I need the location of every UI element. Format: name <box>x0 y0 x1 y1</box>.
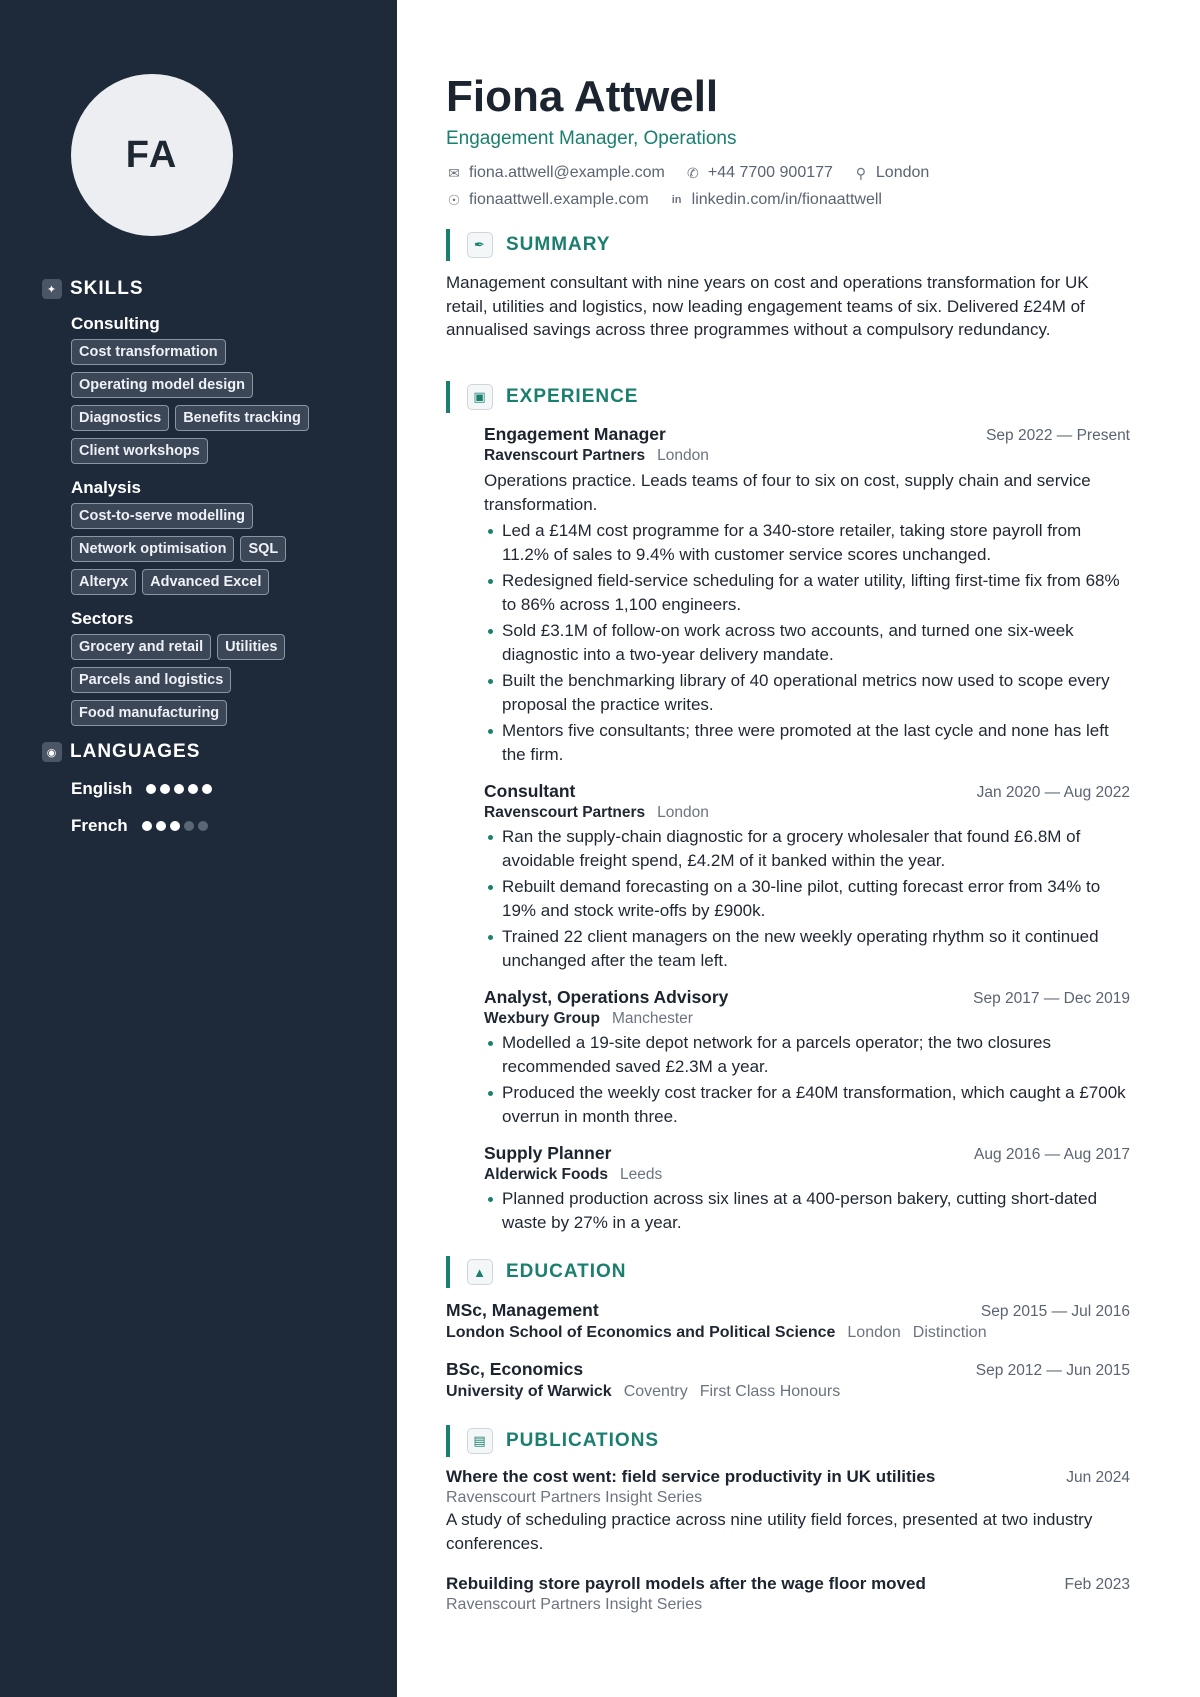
skill-group-consulting <box>42 313 372 471</box>
school: University of Warwick <box>446 1383 612 1400</box>
job-bullet: Built the benchmarking library of 40 operational metrics now used to scope every proposal the practice writes. <box>484 669 1130 716</box>
summary-heading <box>446 229 610 261</box>
language-name: English <box>71 779 133 798</box>
skill-chip: Advanced Excel <box>142 569 269 595</box>
level-dot <box>184 821 194 831</box>
location-pin-icon: ⚲ <box>855 164 867 181</box>
job-dates: Sep 2022 — Present <box>986 427 1130 444</box>
job-bullet: Planned production across six lines at a 400-person bakery, cutting short-dated waste by 27% in a year. <box>484 1187 1130 1234</box>
publication-item-1 <box>446 1574 1130 1614</box>
publication-date: Feb 2023 <box>1064 1576 1130 1593</box>
skill-chip: Cost-to-serve modelling <box>71 503 253 529</box>
skill-chip: Parcels and logistics <box>71 667 231 693</box>
skill-group-title: Sectors <box>71 609 134 628</box>
publication-title: Where the cost went: field service productivity in UK utilities <box>446 1467 936 1486</box>
education-item-1 <box>446 1359 1130 1401</box>
job-company: Wexbury Group <box>484 1010 600 1027</box>
job-location: Leeds <box>620 1166 663 1183</box>
job-bullet: Redesigned field-service scheduling for a water utility, lifting first-time fix from 68% to 86% across 1,100 engineers. <box>484 569 1130 616</box>
sidebar <box>0 0 397 1697</box>
job-location: London <box>657 804 709 821</box>
skill-chip: Cost transformation <box>71 339 226 365</box>
job-role: Engagement Manager <box>484 424 666 444</box>
skill-chip: Food manufacturing <box>71 700 227 726</box>
job-2 <box>484 987 1130 1131</box>
education-dates: Sep 2015 — Jul 2016 <box>980 1303 1130 1320</box>
summary-heading-label: SUMMARY <box>506 234 611 255</box>
level-dot <box>198 821 208 831</box>
skill-group-title: Consulting <box>71 314 160 333</box>
publication-series: Ravenscourt Partners Insight Series <box>446 1489 703 1506</box>
language-level <box>142 821 208 831</box>
briefcase-icon: ▣ <box>467 384 493 410</box>
language-level <box>146 784 212 794</box>
skill-group-analysis <box>42 477 372 602</box>
job-0 <box>484 424 1130 769</box>
skill-chip: Alteryx <box>71 569 136 595</box>
job-bullet: Sold £3.1M of follow-on work across two accounts, and turned one six-week diagnostic into a two-year delivery mandate. <box>484 619 1130 666</box>
candidate-title: Engagement Manager, Operations <box>446 128 737 149</box>
mail-icon: ✉ <box>448 164 460 181</box>
language-name: French <box>71 816 128 835</box>
level-dot <box>142 821 152 831</box>
level-dot <box>170 821 180 831</box>
wand-icon: ✦ <box>42 279 62 299</box>
skill-group-title: Analysis <box>71 478 141 497</box>
language-french <box>42 814 372 838</box>
job-company: Alderwick Foods <box>484 1166 609 1183</box>
graduation-cap-icon: ▲ <box>467 1259 493 1285</box>
email[interactable]: fiona.attwell@example.com <box>469 164 665 181</box>
publication-date: Jun 2024 <box>1066 1469 1130 1486</box>
school-location: Coventry <box>623 1383 688 1400</box>
languages-section <box>42 740 372 764</box>
job-location: London <box>657 447 709 464</box>
contact-row-2 <box>446 191 902 209</box>
experience-heading-label: EXPERIENCE <box>506 386 639 407</box>
school-location: London <box>847 1324 901 1341</box>
job-description: Operations practice. Leads teams of four to six on cost, supply chain and service transformation. <box>484 471 1091 514</box>
skill-chip: Client workshops <box>71 438 208 464</box>
degree: BSc, Economics <box>446 1359 584 1379</box>
degree: MSc, Management <box>446 1300 599 1320</box>
publication-series: Ravenscourt Partners Insight Series <box>446 1596 703 1613</box>
skill-chip: Utilities <box>217 634 285 660</box>
skills-heading <box>42 277 372 301</box>
contact-row-1 <box>446 164 949 182</box>
skill-chip: Benefits tracking <box>175 405 309 431</box>
publication-description: A study of scheduling practice across nine utility field forces, presented at two industry conferences. <box>446 1510 1093 1553</box>
job-role: Supply Planner <box>484 1143 612 1163</box>
job-1 <box>484 781 1130 975</box>
skill-group-sectors <box>42 608 372 733</box>
degree-classification: Distinction <box>912 1324 987 1341</box>
avatar: FA <box>71 74 233 236</box>
level-dot <box>156 821 166 831</box>
job-bullet: Led a £14M cost programme for a 340-store retailer, taking store payroll from 11.2% of sales to 9.4% with customer service scores unchanged. <box>484 519 1130 566</box>
publication-item-0 <box>446 1467 1130 1555</box>
candidate-name: Fiona Attwell <box>446 72 719 121</box>
education-heading <box>446 1256 627 1288</box>
experience-heading <box>446 381 638 413</box>
job-company: Ravenscourt Partners <box>484 804 646 821</box>
job-bullet: Trained 22 client managers on the new weekly operating rhythm so it continued unchanged after the team left. <box>484 925 1130 972</box>
job-bullet: Ran the supply-chain diagnostic for a grocery wholesaler that found £6.8M of avoidable freight spend, £4.2M of it banked within the year. <box>484 825 1130 872</box>
phone-icon: ✆ <box>687 164 699 181</box>
job-bullet: Rebuilt demand forecasting on a 30-line pilot, cutting forecast error from 34% to 19% and stock write-offs by £900k. <box>484 875 1130 922</box>
job-bullet: Produced the weekly cost tracker for a £40M transformation, which caught a £700k overrun in month three. <box>484 1081 1130 1128</box>
linkedin[interactable]: linkedin.com/in/fionaattwell <box>691 191 882 208</box>
degree-classification: First Class Honours <box>699 1383 841 1400</box>
website[interactable]: fionaattwell.example.com <box>469 191 649 208</box>
book-icon: ▤ <box>467 1428 493 1454</box>
pen-icon: ✒ <box>467 232 493 258</box>
level-dot <box>160 784 170 794</box>
skills-heading-label: SKILLS <box>70 278 144 299</box>
job-location: Manchester <box>611 1010 693 1027</box>
job-company: Ravenscourt Partners <box>484 447 646 464</box>
education-heading-label: EDUCATION <box>506 1261 627 1282</box>
speech-icon: ◉ <box>42 742 62 762</box>
skill-chip: Network optimisation <box>71 536 234 562</box>
job-3 <box>484 1143 1130 1237</box>
skill-chip: Diagnostics <box>71 405 169 431</box>
education-item-0 <box>446 1300 1130 1342</box>
job-dates: Sep 2017 — Dec 2019 <box>973 990 1130 1007</box>
job-dates: Jan 2020 — Aug 2022 <box>976 784 1130 801</box>
summary-text: Management consultant with nine years on cost and operations transformation for UK retail, utilities and logistics, now leading engagement teams of six. Delivered £24M of annualised savings across three programmes without a compulsory redundancy. <box>446 273 1089 339</box>
skill-chip: SQL <box>240 536 286 562</box>
level-dot <box>188 784 198 794</box>
linkedin-icon: in <box>671 194 682 206</box>
job-bullet: Mentors five consultants; three were promoted at the last cycle and none has left the firm. <box>484 719 1130 766</box>
level-dot <box>202 784 212 794</box>
job-bullet: Modelled a 19-site depot network for a parcels operator; the two closures recommended saved £2.3M a year. <box>484 1031 1130 1078</box>
publications-heading <box>446 1425 659 1457</box>
school: London School of Economics and Political Science <box>446 1324 836 1341</box>
languages-heading <box>42 740 372 764</box>
publications-heading-label: PUBLICATIONS <box>506 1430 660 1451</box>
level-dot <box>174 784 184 794</box>
job-role: Analyst, Operations Advisory <box>484 987 729 1007</box>
languages-heading-label: LANGUAGES <box>70 741 201 762</box>
job-dates: Aug 2016 — Aug 2017 <box>974 1146 1130 1163</box>
education-dates: Sep 2012 — Jun 2015 <box>975 1362 1130 1379</box>
globe-icon: ☉ <box>447 191 461 208</box>
location: London <box>875 164 930 181</box>
phone[interactable]: +44 7700 900177 <box>707 164 833 181</box>
skill-chip: Grocery and retail <box>71 634 211 660</box>
language-english <box>42 777 372 801</box>
publication-title: Rebuilding store payroll models after the wage floor moved <box>446 1574 926 1593</box>
skill-chip: Operating model design <box>71 372 253 398</box>
job-role: Consultant <box>484 781 576 801</box>
skills-section <box>42 277 372 301</box>
level-dot <box>146 784 156 794</box>
